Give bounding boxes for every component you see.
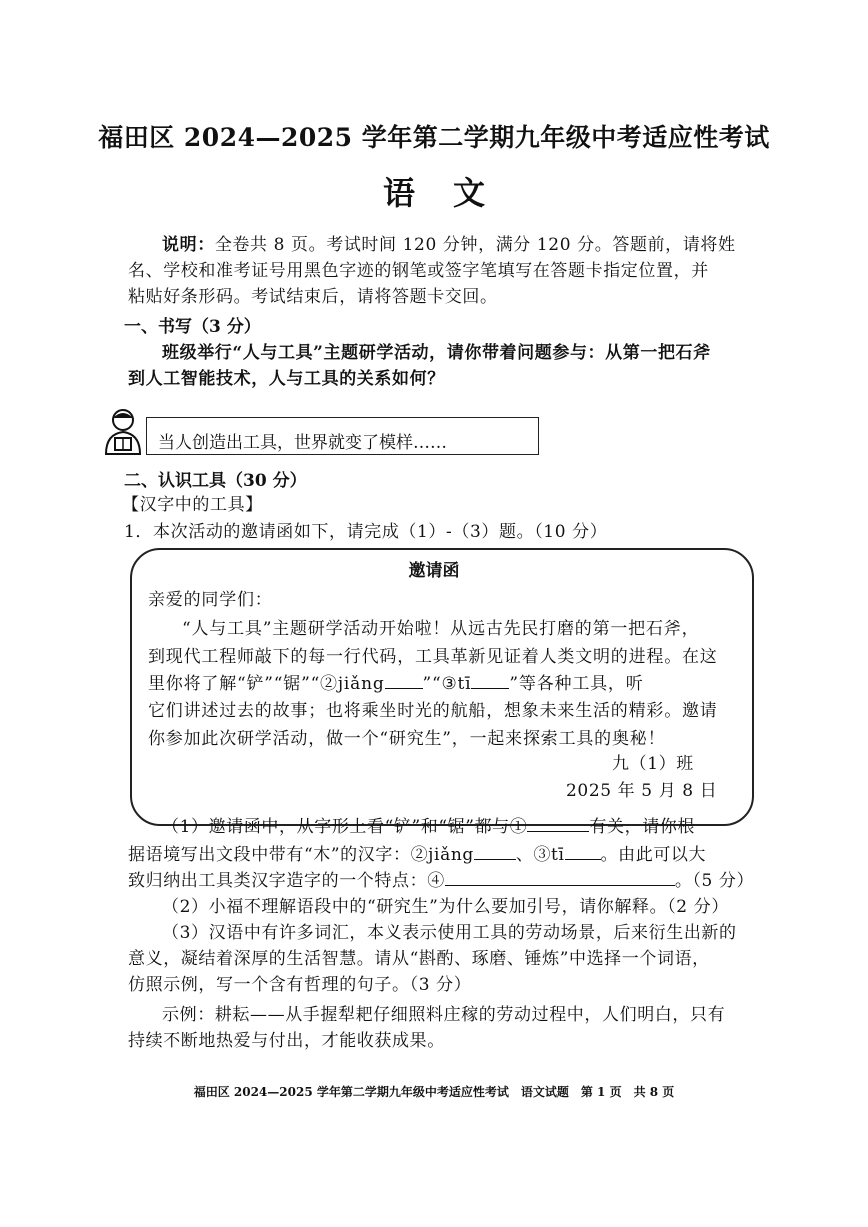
invitation-line1: “人与工具”主题研学活动开始啦！从远古先民打磨的第一把石斧， [182, 619, 700, 639]
invitation-title: 邀请函 [408, 561, 460, 581]
page-footer: 福田区 2024—2025 学年第二学期九年级中考适应性考试 语文试题 第 1 页 共 8 页 [193, 1085, 675, 1099]
instructions-text1: 全卷共 8 页。考试时间 120 分钟，满分 120 分。答题前，请将姓 [214, 235, 736, 255]
section1-heading: 一、书写（3 分） [124, 317, 261, 337]
instructions-label: 说明： [162, 235, 215, 255]
example-line1: 示例：耕耘——从手握犁耙仔细照料庄稼的劳动过程中，人们明白，只有 [162, 1005, 726, 1025]
blank-ti [471, 672, 509, 689]
subq1-line2 [128, 840, 706, 865]
section2-subheading: 【汉字中的工具】 [122, 495, 263, 515]
exam-title: 福田区 2024—2025 学年第二学期九年级中考适应性考试 [98, 123, 770, 152]
invitation-line4: 它们讲述过去的故事；也将乘坐时光的航船，想象未来生活的精彩。邀请 [148, 701, 718, 721]
subq1-line1 [162, 812, 695, 837]
student-reading-icon [102, 408, 144, 456]
subq1-line2-part3: 。由此可以大 [600, 845, 707, 865]
invitation-sign-class: 九（1）班 [612, 754, 694, 774]
subq3-line2: 意义，凝结着深厚的生活智慧。请从“斟酌、琢磨、锤炼”中选择一个词语， [128, 949, 710, 969]
question1-prompt: 1．本次活动的邀请函如下，请完成（1）-（3）题。（10 分） [124, 522, 608, 542]
subq1-line1-part1: （1）邀请函中，从字形上看“铲”和“锯”都与① [162, 817, 528, 837]
invitation-greeting: 亲爱的同学们： [148, 590, 273, 610]
example-line2: 持续不断地热爱与付出，才能收获成果。 [128, 1031, 445, 1051]
answer-blank-1[interactable] [527, 815, 589, 832]
invitation-line3-part2: ”“③tī [422, 674, 472, 694]
instructions-line3: 粘贴好条形码。考试结束后，请将答题卡交回。 [128, 287, 498, 307]
invitation-line3 [148, 669, 644, 694]
invitation-sign-date: 2025 年 5 月 8 日 [566, 781, 718, 801]
invitation-line3-part3: ”等各种工具，听 [509, 674, 644, 694]
subq1-line2-part2: 、③tī [515, 845, 565, 865]
answer-blank-4[interactable] [445, 869, 675, 886]
subq1-line3 [128, 866, 754, 891]
subq1-line1-part2: 有关，请你根 [589, 817, 695, 837]
subq1-line3-part1: 致归纳出工具类汉字造字的一个特点：④ [128, 871, 445, 891]
subq1-line2-part1: 据语境写出文段中带有“木”的汉字：②jiǎng [128, 845, 474, 865]
subq3-line3: 仿照示例，写一个含有哲理的句子。（3 分） [128, 975, 472, 995]
invitation-line2: 到现代工程师敲下的每一行代码，工具革新见证着人类文明的进程。在这 [148, 647, 718, 667]
speech-text: 当人创造出工具，世界就变了模样…… [158, 433, 447, 453]
invitation-line5: 你参加此次研学活动，做一个“研究生”，一起来探索工具的奥秘！ [148, 729, 666, 749]
section2-heading: 二、认识工具（30 分） [124, 471, 307, 491]
instructions-line1 [162, 230, 736, 255]
section1-prompt-line2: 到人工智能技术，人与工具的关系如何？ [128, 369, 445, 389]
answer-blank-2[interactable] [474, 843, 516, 860]
subject-title: 语文 [382, 174, 523, 212]
section1-prompt-line1: 班级举行“人与工具”主题研学活动，请你带着问题参与：从第一把石斧 [162, 343, 711, 363]
instructions-line2: 名、学校和准考证号用黑色字迹的钢笔或签字笔填写在答题卡指定位置，并 [128, 261, 709, 281]
invitation-line3-part1: 里你将了解“铲”“锯”“②jiǎng [148, 674, 385, 694]
answer-blank-3[interactable] [565, 843, 601, 860]
subq1-line3-part2: 。（5 分） [674, 871, 755, 891]
subq2: （2）小福不理解语段中的“研究生”为什么要加引号，请你解释。（2 分） [162, 897, 729, 917]
blank-jiang [385, 672, 423, 689]
subq3-line1: （3）汉语中有许多词汇，本义表示使用工具的劳动场景，后来衍生出新的 [162, 923, 737, 943]
